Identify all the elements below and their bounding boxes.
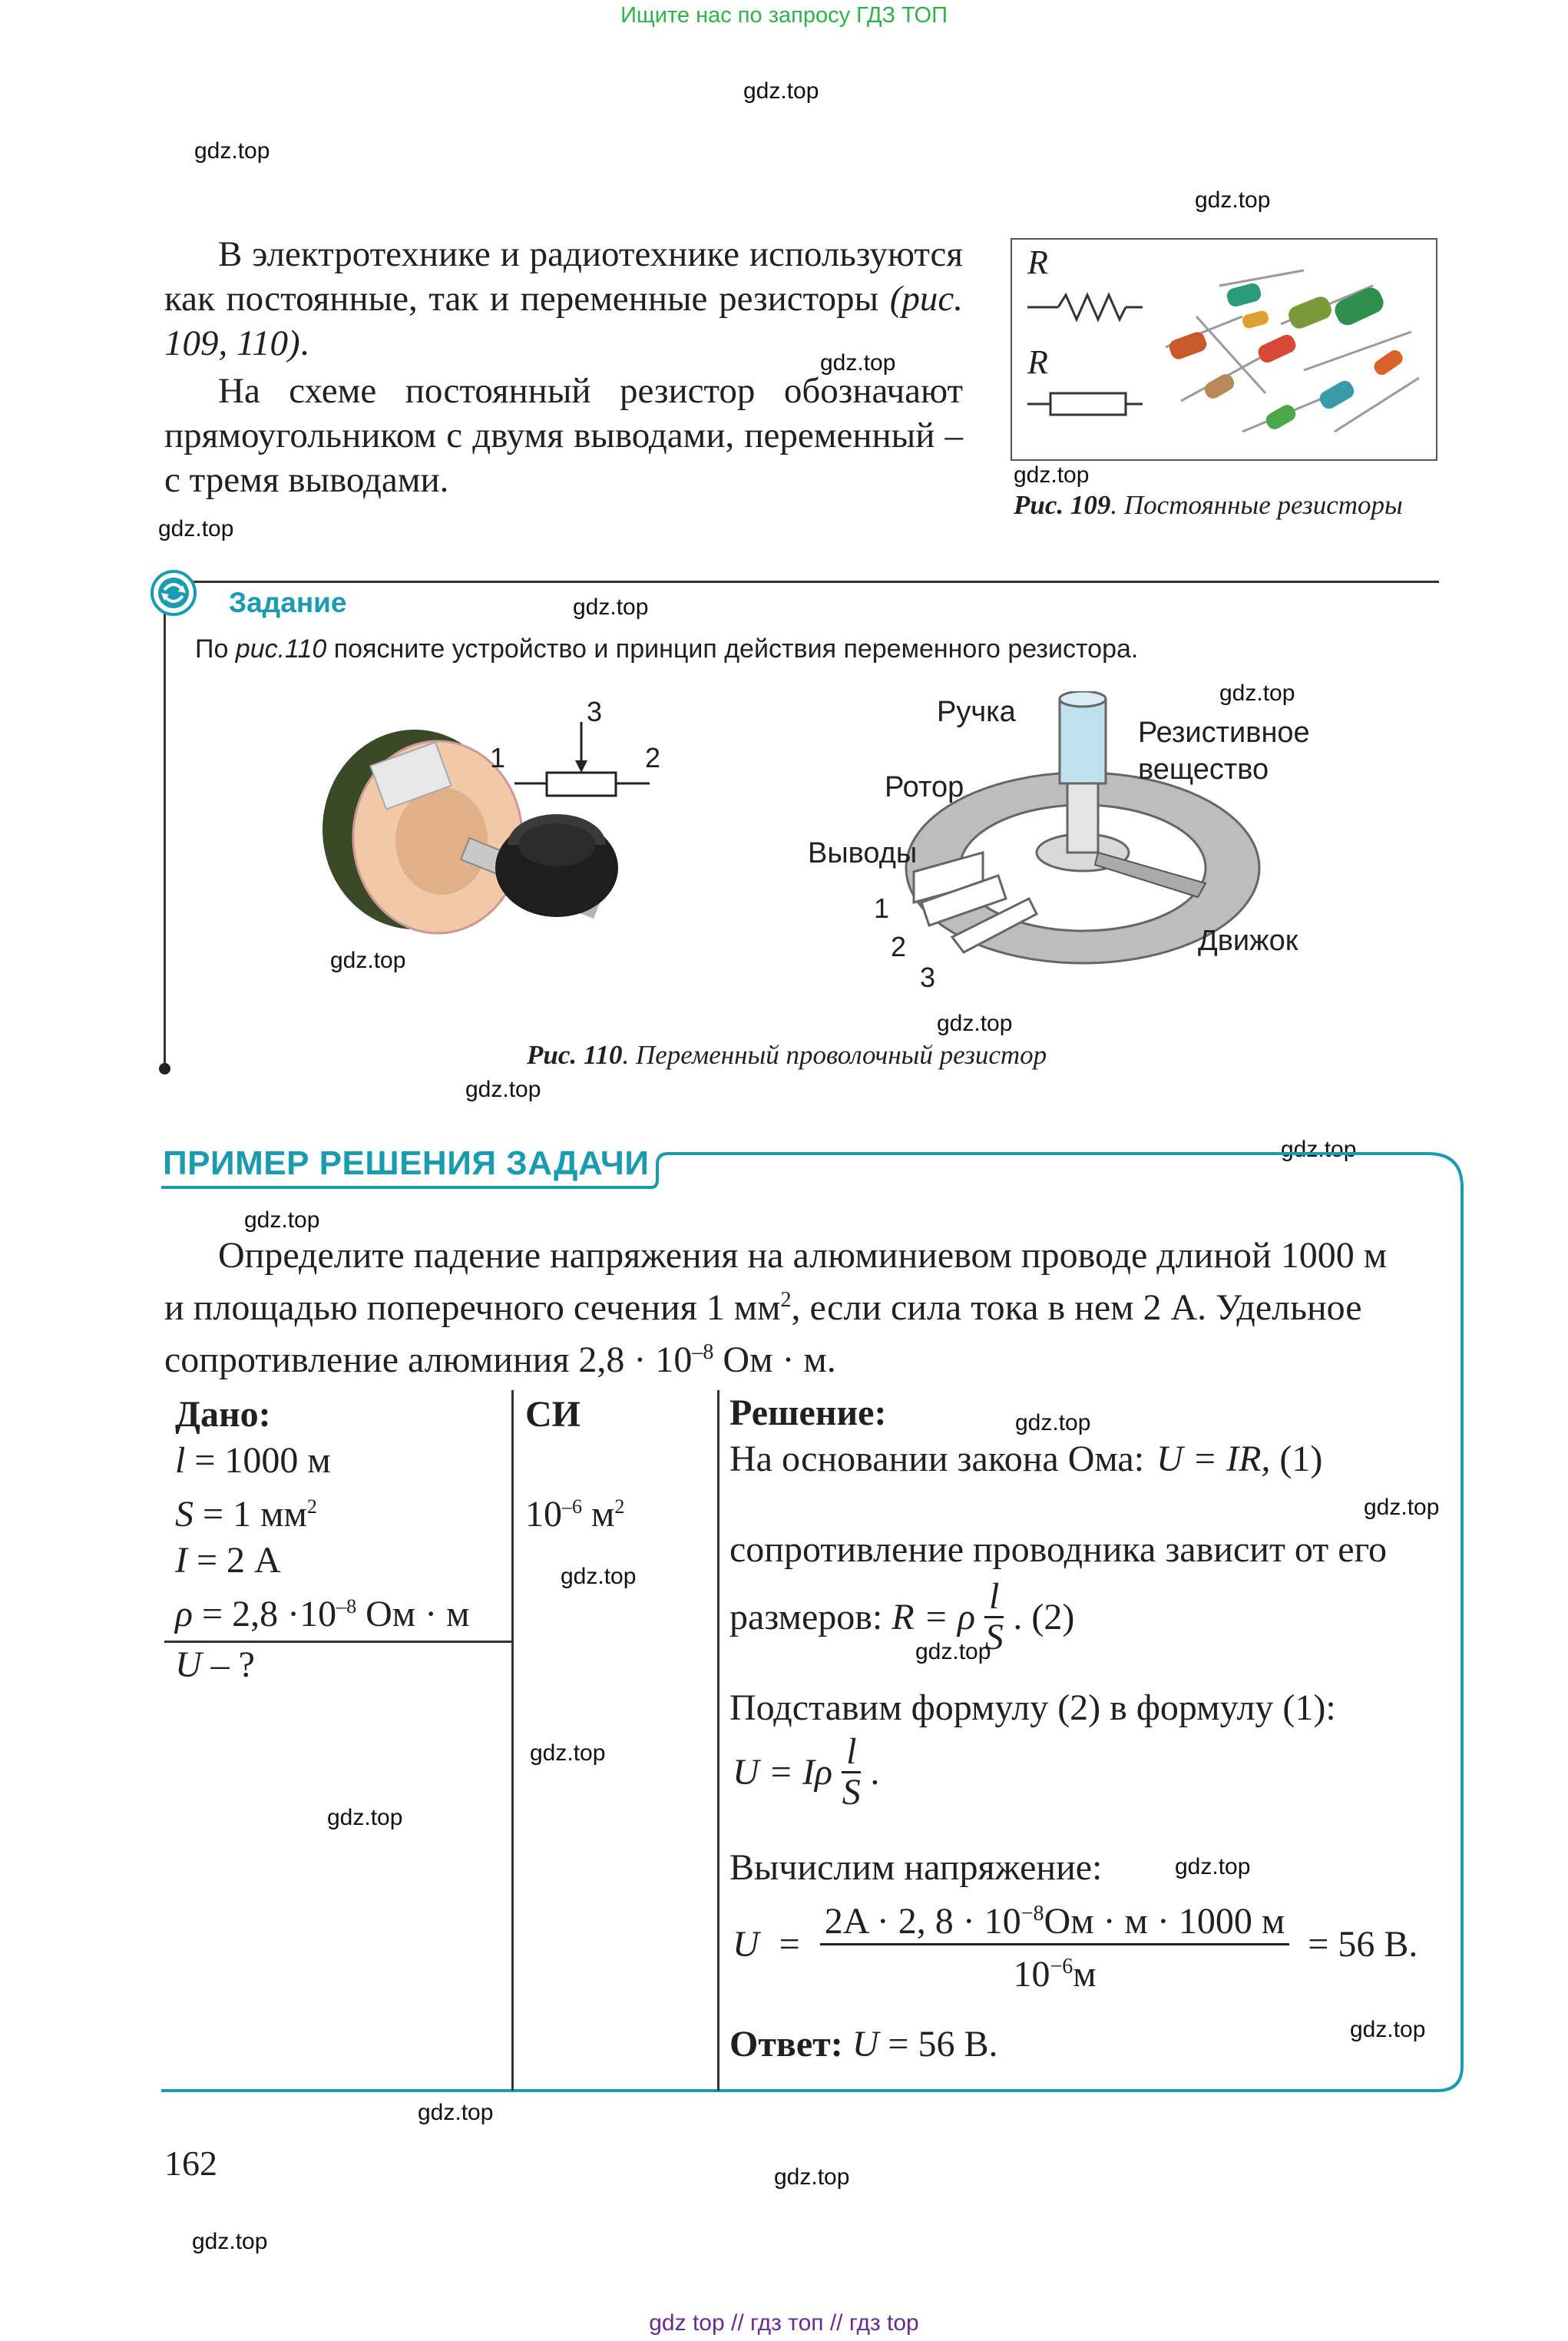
column-divider-1 bbox=[511, 1390, 514, 2091]
watermark: gdz.top bbox=[194, 138, 270, 164]
denominator bbox=[820, 1945, 1290, 1996]
figure-109-caption bbox=[1014, 490, 1403, 521]
denominator: S bbox=[984, 1617, 1004, 1657]
ohm-law: U = IR, bbox=[1156, 1439, 1271, 1479]
label-slider: Движок bbox=[1198, 925, 1298, 957]
task-left-rule bbox=[164, 599, 166, 1069]
lead-2: 2 bbox=[891, 931, 907, 962]
watermark: gdz.top bbox=[743, 78, 819, 104]
task-title: Задание bbox=[229, 587, 347, 618]
superscript: 2 bbox=[614, 1495, 625, 1518]
solution-title: Решение: bbox=[729, 1392, 887, 1433]
fraction bbox=[842, 1733, 861, 1812]
dot: . bbox=[870, 1752, 880, 1793]
given-find-divider bbox=[164, 1641, 513, 1643]
text: размеров: bbox=[729, 1597, 892, 1637]
caption-text: . Постоянные резисторы bbox=[1110, 490, 1403, 520]
val: м bbox=[582, 1494, 615, 1535]
solution-line-2: сопротивление проводника зависит от его bbox=[729, 1529, 1388, 1570]
solution-line-5 bbox=[733, 1733, 879, 1812]
label-resistive-material bbox=[1138, 714, 1310, 788]
var-s: S bbox=[175, 1494, 194, 1535]
task-end-dot bbox=[159, 1063, 170, 1074]
given-length bbox=[175, 1438, 470, 1484]
footer-links[interactable]: gdz top // гдз топ // гдз top bbox=[649, 2310, 919, 2336]
problem-text: сопротивление алюминия 2,8 · 10 bbox=[164, 1339, 693, 1380]
resistance-formula: R = ρ bbox=[892, 1597, 976, 1637]
watermark: gdz.top bbox=[244, 1207, 320, 1233]
find-quantity bbox=[175, 1644, 255, 1686]
problem-line-3 bbox=[164, 1330, 1439, 1382]
val: = 2 А bbox=[187, 1540, 281, 1581]
answer bbox=[729, 2023, 997, 2065]
val: = 2,8 ·10 bbox=[193, 1594, 337, 1634]
num-a: 2A · 2, 8 · 10 bbox=[824, 1901, 1021, 1942]
watermark: gdz.top bbox=[1364, 1495, 1440, 1520]
watermark: gdz.top bbox=[561, 1564, 637, 1589]
var-rho: ρ bbox=[175, 1594, 194, 1634]
intro-end: . bbox=[299, 323, 309, 363]
superscript: –8 bbox=[692, 1340, 714, 1364]
caption-number: Рис. 110 bbox=[527, 1040, 623, 1070]
watermark: gdz.top bbox=[1350, 2017, 1426, 2042]
text: На основании закона Ома: bbox=[729, 1439, 1154, 1479]
resistor-label-rect: R bbox=[1027, 343, 1048, 381]
watermark: gdz.top bbox=[1175, 1854, 1251, 1879]
var-u: U bbox=[175, 1644, 202, 1685]
watermark: gdz.top bbox=[330, 948, 406, 973]
symbol-pin-2: 2 bbox=[645, 742, 661, 773]
resistor-symbols-and-photo bbox=[1012, 240, 1436, 459]
given-resistivity bbox=[175, 1584, 470, 1637]
label-rotor: Ротор bbox=[885, 771, 964, 803]
figure-110-caption bbox=[527, 1040, 1047, 1071]
label-resistive-line-1: Резистивное bbox=[1138, 717, 1310, 749]
intro-text: В электротехнике и радиотехнике используются как постоянные, так и переменные резисторы bbox=[164, 234, 963, 319]
answer-label: Ответ: bbox=[729, 2024, 843, 2065]
task-cycle-icon bbox=[149, 568, 198, 618]
caption-number: Рис. 109 bbox=[1014, 490, 1111, 520]
example-heading: ПРИМЕР РЕШЕНИЯ ЗАДАЧИ bbox=[163, 1144, 650, 1182]
task-text-pre: По bbox=[195, 634, 236, 664]
fraction bbox=[984, 1578, 1004, 1657]
given-current bbox=[175, 1538, 470, 1584]
var-l: l bbox=[175, 1440, 186, 1481]
watermark: gdz.top bbox=[1281, 1137, 1357, 1162]
watermark: gdz.top bbox=[820, 350, 896, 376]
val: = 1 мм bbox=[194, 1494, 307, 1535]
watermark: gdz.top bbox=[418, 2100, 494, 2125]
val: – ? bbox=[201, 1644, 255, 1685]
problem-text: , если сила тока в нем 2 А. Удельное bbox=[791, 1287, 1362, 1328]
calc-result: = 56 В. bbox=[1308, 1924, 1418, 1965]
symbol-pin-3: 3 bbox=[587, 696, 603, 727]
denominator: S bbox=[842, 1772, 861, 1813]
superscript: 2 bbox=[780, 1288, 792, 1312]
figure-reference: (рис. 109, 110) bbox=[164, 279, 963, 363]
si-column bbox=[525, 1392, 624, 1538]
problem-line-2 bbox=[164, 1278, 1439, 1330]
problem-text: Ом · м. bbox=[713, 1339, 836, 1380]
val: Ом · м bbox=[356, 1594, 470, 1634]
den-b: м bbox=[1073, 1954, 1097, 1995]
lead-1: 1 bbox=[874, 892, 890, 924]
given-column bbox=[175, 1392, 470, 1637]
den-a: 10 bbox=[1013, 1954, 1050, 1995]
num-b: Ом · м · 1000 м bbox=[1044, 1901, 1285, 1942]
caption-text: . Переменный проволочный резистор bbox=[622, 1040, 1047, 1070]
column-divider-2 bbox=[717, 1390, 719, 2091]
numerator: l bbox=[842, 1733, 861, 1773]
watermark: gdz.top bbox=[1014, 462, 1090, 488]
answer-var: U bbox=[852, 2024, 879, 2065]
watermark: gdz.top bbox=[530, 1740, 606, 1766]
superscript: 2 bbox=[306, 1495, 317, 1518]
task-text-post: поясните устройство и принцип действия переменного резистора. bbox=[326, 634, 1139, 664]
intro-paragraph-1 bbox=[164, 232, 963, 366]
var-i: I bbox=[175, 1540, 187, 1581]
label-handle: Ручка bbox=[937, 696, 1016, 728]
superscript: –8 bbox=[336, 1595, 357, 1618]
watermark: gdz.top bbox=[192, 2229, 268, 2254]
task-text bbox=[195, 634, 1138, 664]
lead-3: 3 bbox=[920, 962, 936, 993]
val: = 1000 м bbox=[185, 1440, 331, 1481]
task-figure-ref: рис.110 bbox=[235, 634, 327, 664]
watermark: gdz.top bbox=[1219, 680, 1295, 706]
superscript: −6 bbox=[1050, 1955, 1073, 1978]
watermark: gdz.top bbox=[937, 1011, 1013, 1036]
problem-statement bbox=[164, 1233, 1439, 1382]
eq-number: . (2) bbox=[1013, 1597, 1075, 1637]
watermark: gdz.top bbox=[327, 1805, 403, 1830]
watermark: gdz.top bbox=[573, 594, 649, 620]
si-area bbox=[525, 1484, 624, 1538]
fraction bbox=[820, 1892, 1290, 1996]
watermark: gdz.top bbox=[915, 1639, 991, 1664]
watermark: gdz.top bbox=[1195, 187, 1271, 213]
superscript: −8 bbox=[1021, 1902, 1044, 1925]
solution-line-1 bbox=[729, 1438, 1322, 1480]
u-formula: U = Iρ bbox=[733, 1752, 833, 1793]
eq-number: (1) bbox=[1279, 1439, 1323, 1479]
top-banner[interactable]: Ищите нас по запросу ГДЗ ТОП bbox=[620, 3, 948, 28]
watermark: gdz.top bbox=[774, 2164, 850, 2190]
problem-text: и площадью поперечного сечения 1 мм bbox=[164, 1287, 781, 1328]
watermark: gdz.top bbox=[1015, 1410, 1091, 1435]
given-title: Дано: bbox=[175, 1394, 271, 1435]
answer-value: = 56 В. bbox=[878, 2024, 998, 2065]
given-area bbox=[175, 1484, 470, 1538]
solution-line-3 bbox=[729, 1578, 1074, 1662]
watermark: gdz.top bbox=[465, 1077, 541, 1102]
si-title: СИ bbox=[525, 1394, 581, 1435]
numerator bbox=[820, 1892, 1290, 1945]
calc-eq: = bbox=[779, 1924, 800, 1965]
solution-line-4: Подставим формулу (2) в формулу (1): bbox=[729, 1687, 1336, 1728]
page-number: 162 bbox=[164, 2144, 217, 2183]
calc-u: U bbox=[733, 1924, 759, 1965]
task-divider bbox=[164, 581, 1439, 583]
watermark: gdz.top bbox=[158, 516, 234, 541]
symbol-pin-1: 1 bbox=[490, 742, 506, 773]
numerator: l bbox=[984, 1578, 1004, 1618]
val: 10 bbox=[525, 1494, 562, 1535]
problem-line-1: Определите падение напряжения на алюминиевом проводе длиной 1000 м bbox=[218, 1235, 1388, 1276]
superscript: –6 bbox=[562, 1495, 582, 1518]
label-leads: Выводы bbox=[808, 837, 918, 869]
solution-line-6: Вычислим напряжение: bbox=[729, 1847, 1103, 1888]
intro-paragraph-2: На схеме постоянный резистор обозначают прямоугольником с двумя выводами, переменный – с тремя выводами. bbox=[164, 371, 963, 500]
resistor-label-zigzag: R bbox=[1027, 243, 1048, 281]
figure-109 bbox=[1011, 238, 1437, 461]
calculation bbox=[733, 1892, 1417, 1996]
label-resistive-line-2: вещество bbox=[1138, 753, 1269, 786]
